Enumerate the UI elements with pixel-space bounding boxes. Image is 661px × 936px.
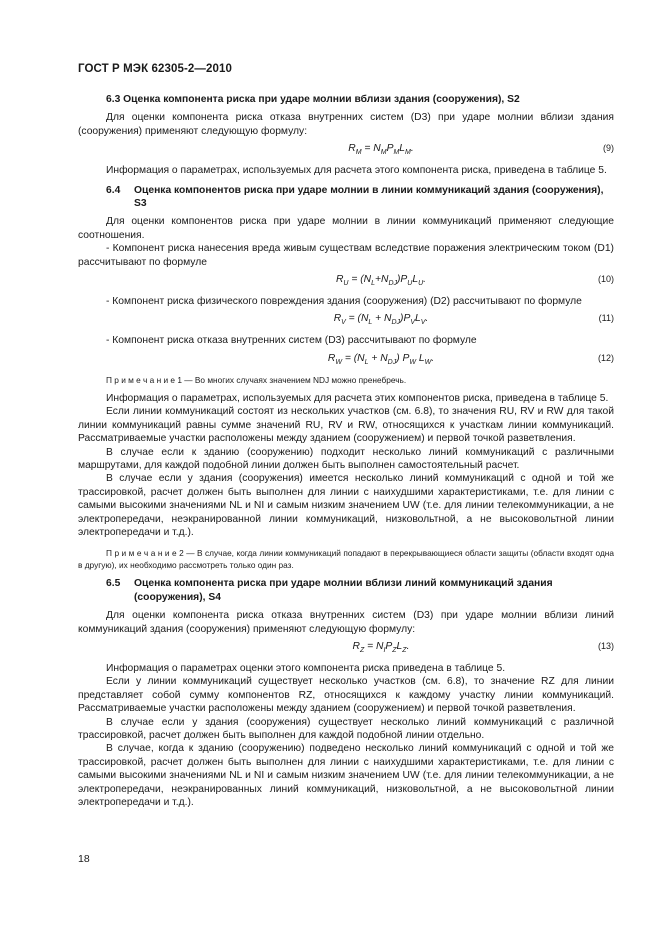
formula-number: (9) bbox=[603, 143, 614, 154]
formula-12 bbox=[78, 352, 614, 368]
paragraph: Для оценки компонентов риска при ударе молнии в линии коммуникаций применяют следующие соотношения. bbox=[78, 216, 614, 241]
note-2 bbox=[78, 547, 614, 571]
section-6-3-title bbox=[78, 93, 614, 106]
formula-text: $R_V = (N_L + N_{DJ})P_VL_V$. bbox=[333, 313, 429, 327]
paragraph: В случае если у здания (сооружения) существует несколько линий коммуникаций с различной трассировкой, расчет должен быть выполнен для каждой подобной линии отдельно. bbox=[78, 716, 614, 741]
list-item: - Компонент риска физического повреждения здания (сооружения) (D2) рассчитывают по формуле bbox=[106, 296, 582, 308]
formula-number: (10) bbox=[597, 274, 614, 285]
page-number: 18 bbox=[78, 853, 90, 865]
formula-text: $R_U = (N_L+N_{DJ})P_UL_U$. bbox=[335, 274, 427, 288]
formula-11 bbox=[78, 312, 614, 328]
paragraph: Если линии коммуникаций состоят из нескольких участков (см. 6.8), то значения RU, RV и RW для такой линии коммуникаций равны сумме значений RU, RV и RW, относящихся к участкам линии коммуникаций. Рассматриваемые участки расположены между зданием (сооружением) и первой точкой разветвления. bbox=[78, 406, 614, 445]
list-item: - Компонент риска отказа внутренних систем (D3) рассчитывают по формуле bbox=[106, 335, 477, 347]
formula-text: $R_M = N_MP_ML_M$. bbox=[348, 143, 414, 157]
section-number: 6.4 bbox=[106, 184, 121, 196]
formula-number: (13) bbox=[597, 640, 614, 651]
formula-9 bbox=[78, 142, 614, 158]
formula-number: (11) bbox=[598, 313, 614, 324]
paragraph: Информация о параметрах оценки этого компонента риска приведена в таблице 5. bbox=[106, 662, 506, 674]
paragraph: Для оценки компонента риска отказа внутренних систем (D3) при ударе молнии вблизи линий коммуникаций здания (сооружения) применяют следующую формулу: bbox=[78, 610, 614, 635]
formula-text: $R_Z = N_IP_ZL_Z$. bbox=[352, 640, 410, 655]
note-1 bbox=[78, 374, 614, 386]
formula-10 bbox=[78, 273, 614, 289]
document-header: ГОСТ Р МЭК 62305-2—2010 bbox=[78, 63, 232, 75]
list-item: - Компонент риска нанесения вреда живым существам вследствие поражения электрическим током (D1) рассчитывают по формуле bbox=[78, 243, 614, 268]
section-title-text: Оценка компонентов риска при ударе молнии в линии коммуникаций здания (сооружения), S3 bbox=[134, 184, 604, 210]
paragraph: Если у линии коммуникаций существует несколько участков (см. 6.8), то значение RZ для линии представляет собой сумму компонентов RZ, относящихся к каждому участку линии коммуникаций. Рассматриваемые участки расположены между зданием (сооружением) и первой точкой разветвления. bbox=[78, 676, 614, 715]
paragraph: Информация о параметрах, используемых для расчета этого компонента риска, приведена в таблице 5. bbox=[106, 165, 607, 177]
note-text: — В случае, когда линии коммуникаций попадают в перекрывающиеся области защиты (области входят одна в другую), их необходимо рассмотреть только один раз. bbox=[78, 548, 614, 571]
document-body bbox=[78, 93, 614, 809]
paragraph: В случае если к зданию (сооружению) подходит несколько линий коммуникаций с различными маршрутами, для каждой подобной линии должен быть выполнен самостоятельный расчет. bbox=[78, 446, 614, 471]
section-number: 6.5 bbox=[106, 578, 121, 590]
formula-text: $R_W = (N_L + N_{DJ})$ $P_W$ $L_W$. bbox=[327, 352, 435, 366]
section-title-text: 6.3 Оценка компонента риска при ударе молнии вблизи здания (сооружения), S2 bbox=[106, 94, 520, 105]
formula-number: (12) bbox=[597, 352, 614, 363]
section-6-4-title bbox=[78, 184, 614, 211]
paragraph: В случае, когда к зданию (сооружению) подведено несколько линий коммуникаций с одной и той же трассировкой, расчет должен быть выполнен для линии с наихудшими характеристиками, т.е. для линии с самыми высокими значениями NL и NI и самым низким значением UW (т.е. для линии телекоммуникации, а не электропередачи, неэкранированных линий коммуникаций, низковольтной, а не высоковольтной линии электропередачи и т.д.). bbox=[78, 743, 614, 809]
note-label: П р и м е ч а н и е 1 bbox=[106, 374, 182, 385]
paragraph: Информация о параметрах, используемых для расчета этих компонентов риска, приведена в таблице 5. bbox=[106, 392, 609, 404]
section-title-text: Оценка компонента риска при ударе молнии вблизи линий коммуникаций здания (сооружения), S4 bbox=[134, 578, 553, 603]
formula-13 bbox=[78, 640, 614, 656]
paragraph: В случае если у здания (сооружения) имеется несколько линий коммуникаций с одной и той же трассировкой, расчет должен быть выполнен для линии с наихудшими характеристиками, т.е. для линии с самыми высокими значениями NL и NI и самым низким значением UW (т.е. для линии телекоммуникации, а не электропередачи, неэкранированной линии коммуникаций, низковольтной, а не высоковольтной линии электропередачи и т.д.). bbox=[78, 473, 614, 538]
paragraph: Для оценки компонента риска отказа внутренних систем (D3) при ударе молнии вблизи здания (сооружения) применяют следующую формулу: bbox=[78, 112, 614, 137]
section-6-5-title bbox=[78, 577, 614, 604]
note-label: П р и м е ч а н и е 2 bbox=[106, 548, 184, 559]
note-text: — Во многих случаях значением NDJ можно пренебречь. bbox=[184, 374, 407, 385]
